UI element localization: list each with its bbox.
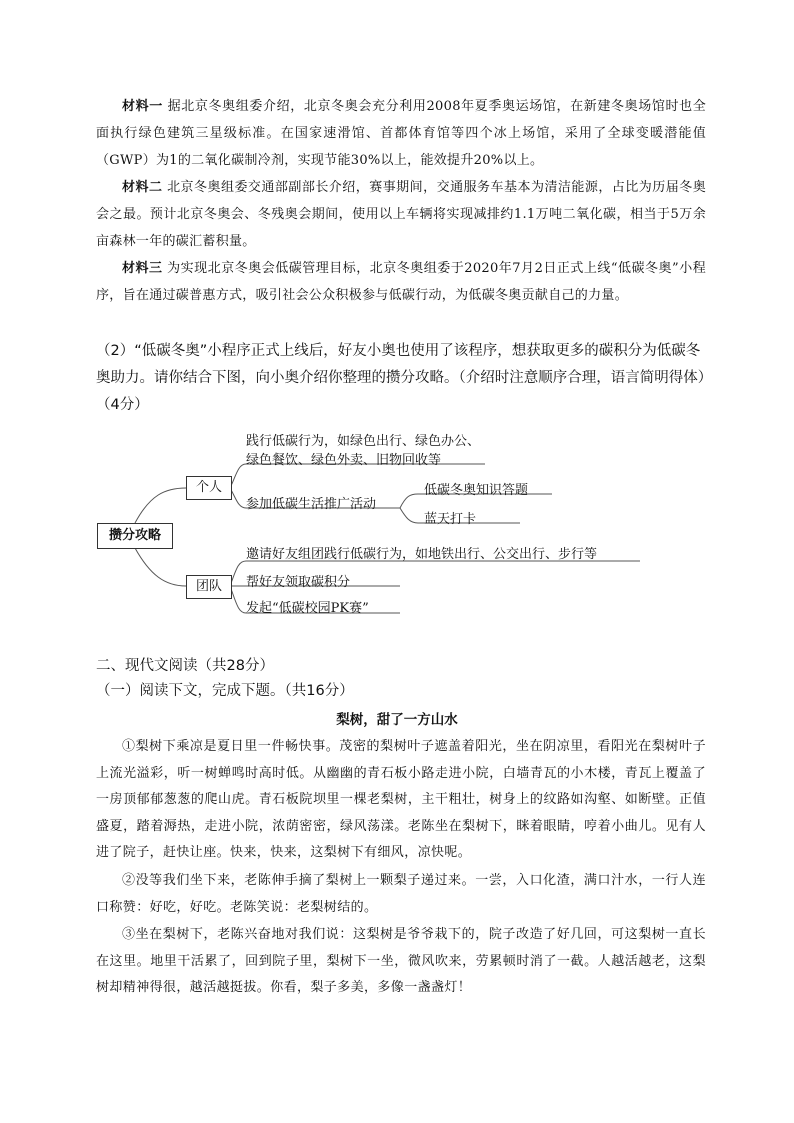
material-2 <box>96 174 706 255</box>
story-paragraph-1: ①梨树下乘凉是夏日里一件畅快事。茂密的梨树叶子遮盖着阳光，坐在阴凉里，看阳光在梨树叶子上流光溢彩，听一树蝉鸣时高时低。从幽幽的青石板小路走进小院，白墙青瓦的小木楼，青瓦上覆盖了一房顶郁郁葱葱的爬山虎。青石板院坝里一棵老梨树，主干粗壮，树身上的纹路如沟壑、如断壁。正值盛夏，踏着溽热，走进小院，浓荫密密，绿风荡漾。老陈坐在梨树下，眯着眼睛，哼着小曲儿。见有人进了院子，赶快让座。快来，快来，这梨树下有细风，凉快呢。 <box>96 739 706 860</box>
story-title: 梨树，甜了一方山水 <box>336 712 458 728</box>
personal-item-2: 参加低碳生活推广活动 <box>246 497 377 512</box>
section-subheading: （一）阅读下文，完成下题。（共16分） <box>96 683 354 699</box>
material-1-label: 材料一 <box>122 99 163 114</box>
personal-sub-1: 低碳冬奥知识答题 <box>424 483 529 498</box>
material-1 <box>96 93 706 174</box>
material-3-text: 为实现北京冬奥会低碳管理目标，北京冬奥组委于2020年7月2日正式上线“低碳冬奥”小程序，旨在通过碳普惠方式，吸引社会公众积极参与低碳行动，为低碳冬奥贡献自己的力量。 <box>96 261 706 303</box>
section-heading: 二、现代文阅读（共28分） <box>96 658 274 674</box>
team-item-2: 帮好友领取碳积分 <box>246 575 351 590</box>
team-item-1: 邀请好友组团践行低碳行为，如地铁出行、公交出行、步行等 <box>246 547 598 562</box>
material-2-text: 北京冬奥组委交通部副部长介绍，赛事期间，交通服务车基本为清洁能源，占比为历届冬奥会之最。预计北京冬奥会、冬残奥会期间，使用以上车辆将实现减排约1.1万吨二氧化碳，相当于5万余亩森林一年的碳汇蓄积量。 <box>96 180 706 249</box>
personal-sub-2: 蓝天打卡 <box>424 512 477 527</box>
mindmap-personal-node: 个人 <box>186 476 232 500</box>
material-2-label: 材料二 <box>122 180 163 195</box>
material-3-label: 材料三 <box>122 261 163 276</box>
team-item-3: 发起“低碳校园PK赛” <box>246 601 369 616</box>
personal-item-1-line-1: 践行低碳行为，如绿色出行、绿色办公、 <box>246 434 481 449</box>
mindmap <box>0 420 794 620</box>
mindmap-root: 攒分攻略 <box>97 523 173 549</box>
material-1-text: 据北京冬奥组委介绍，北京冬奥会充分利用2008年夏季奥运场馆，在新建冬奥场馆时也全面执行绿色建筑三星级标准。在国家速滑馆、首都体育馆等四个冰上场馆，采用了全球变暖潜能值（GWP）为1的二氧化碳制冷剂，实现节能30%以上，能效提升20%以上。 <box>96 99 706 168</box>
personal-item-1-line-2: 绿色餐饮、绿色外卖、旧物回收等 <box>246 453 442 468</box>
mindmap-team-node: 团队 <box>186 575 232 599</box>
question-2: （2）“低碳冬奥”小程序正式上线后，好友小奥也使用了该程序，想获取更多的碳积分为低碳冬奥助力。请你结合下图，向小奥介绍你整理的攒分攻略。（介绍时注意顺序合理，语言简明得体）（4分） <box>96 343 705 413</box>
story-paragraph-2: ②没等我们坐下来，老陈伸手摘了梨树上一颗梨子递过来。一尝，入口化渣，满口汁水，一行人连口称赞：好吃，好吃。老陈笑说：老梨树结的。 <box>96 873 706 915</box>
story-paragraph-3: ③坐在梨树下，老陈兴奋地对我们说：这梨树是爷爷栽下的，院子改造了好几回，可这梨树一直长在这里。地里干活累了，回到院子里，梨树下一坐，微风吹来，劳累顿时消了一截。人越活越老，这梨树却精神得很，越活越挺拔。你看，梨子多美，多像一盏盏灯！ <box>96 927 706 995</box>
material-3 <box>96 255 706 309</box>
